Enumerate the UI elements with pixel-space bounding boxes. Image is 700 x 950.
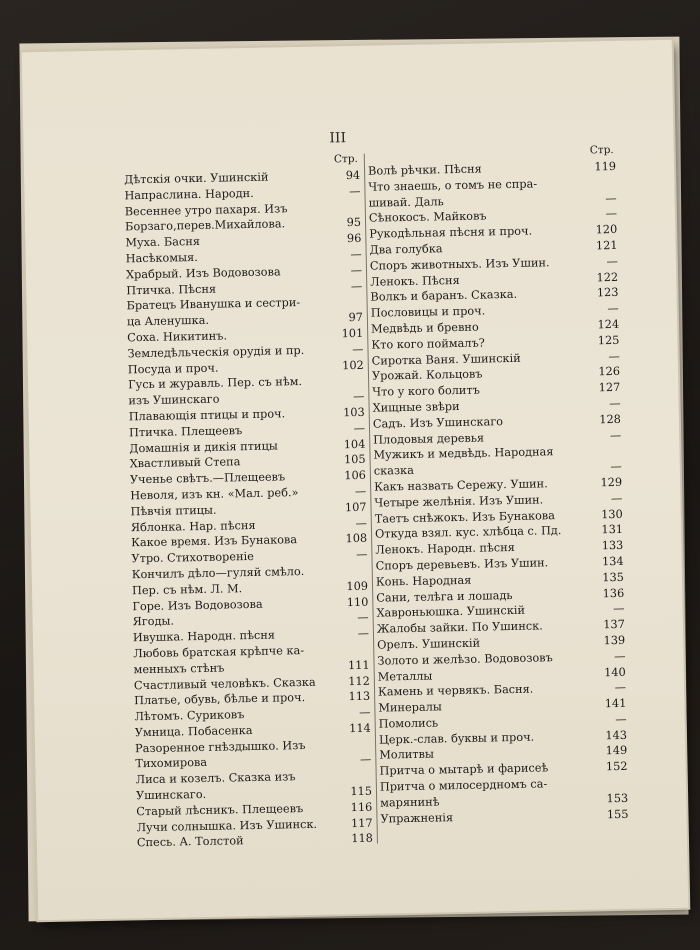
toc-entry-title: марянинѣ [380, 795, 440, 810]
toc-entry-title: Мужикъ и медвѣдь. Народная [373, 445, 554, 462]
toc-entry-title: Плодовыя деревья [373, 431, 485, 447]
toc-entry-title: Муха. Басня [125, 235, 201, 250]
toc-entry-page: 118 [351, 832, 374, 846]
toc-entry-page: — [609, 396, 621, 411]
left-toc-column [124, 150, 373, 852]
toc-entry-title: Тихомирова [135, 756, 208, 771]
toc-entry-page: 141 [604, 696, 627, 711]
toc-entry-title: Жалобы зайки. По Ушинск. [376, 619, 543, 636]
toc-entry-title: Камень и червякъ. Басня. [377, 682, 534, 699]
toc-entry-title: Сиротка Ваня. Ушинскій [371, 351, 521, 368]
toc-entry-page: 124 [597, 317, 620, 332]
toc-entry-title: Садъ. Изъ Ушинскаго [372, 414, 504, 431]
toc-entry-title: Напраслина. Народн. [124, 186, 254, 203]
toc-entry-page: 106 [344, 468, 367, 483]
toc-entry-page: 129 [600, 475, 623, 490]
toc-entry-page: — [353, 421, 366, 435]
toc-entry-page: — [359, 705, 371, 720]
toc-entry-title: Неволя, изъ кн. «Мал. реб.» [130, 486, 299, 503]
toc-entry-title: Минералы [378, 700, 442, 715]
toc-entry-page [340, 574, 368, 575]
toc-entry-title: Золото и желѣзо. Водовозовъ [377, 650, 553, 668]
toc-entry-title: Домашнія и дикія птицы [129, 439, 278, 455]
toc-entry-page [343, 747, 371, 748]
right-toc-column [368, 141, 629, 827]
toc-entry-title: Конь. Народная [375, 573, 472, 589]
toc-entry [137, 831, 373, 851]
toc-entry-title: менныхъ стѣнъ [133, 661, 225, 676]
toc-entry-page: 96 [346, 232, 362, 246]
toc-entry-page: — [357, 611, 369, 625]
toc-entry-page: 133 [601, 538, 624, 553]
toc-entry [380, 806, 628, 827]
toc-entry-title: Старый лѣсникъ. Плещеевъ [136, 801, 304, 819]
toc-entry-title: Помолись [378, 716, 439, 731]
toc-entry-title: Два голубка [369, 242, 443, 257]
toc-entry-page: 105 [343, 453, 366, 467]
toc-entry-title: Откуда взял. кус. хлѣбца с. Пд. [374, 524, 562, 541]
toc-entry-page: — [356, 547, 368, 562]
toc-entry-title: ца Аленушка. [126, 313, 210, 329]
toc-entry-page: — [359, 753, 372, 767]
toc-entry-page: 121 [595, 238, 618, 253]
toc-entry-page: 120 [595, 223, 618, 237]
toc-entry-title: Ленокъ. Народн. пѣсня [375, 541, 515, 557]
toc-entry-page: 108 [345, 532, 368, 546]
toc-entry-title: Умница. Побасенка [134, 723, 253, 740]
toc-entry-page [341, 653, 369, 654]
toc-entry-page: 139 [603, 633, 626, 648]
toc-entry-title: Споръ деревьевъ. Изъ Ушин. [375, 556, 549, 573]
toc-entry-page: 126 [598, 365, 621, 379]
toc-entry-page: 114 [349, 721, 371, 736]
toc-entry-page: 94 [345, 168, 361, 183]
toc-entry-page [333, 210, 361, 211]
toc-entry-title: Пословицы и проч. [370, 304, 486, 320]
toc-entry-page: — [350, 279, 363, 293]
toc-entry-title: Кто кого поймалъ? [371, 336, 485, 352]
toc-entry-title: Таетъ снѣжокъ. Изъ Бунакова [374, 508, 556, 526]
toc-entry-page: — [613, 602, 625, 616]
toc-entry-title: Упражненія [380, 810, 454, 826]
toc-entry-title: Лучи солнышка. Изъ Ушинск. [136, 817, 318, 834]
toc-entry-title: Волкъ и баранъ. Сказка. [370, 288, 518, 305]
toc-entry-title: Посуда и проч. [127, 361, 219, 376]
toc-entry-page: 104 [343, 437, 366, 451]
toc-entry-page: — [349, 184, 361, 198]
toc-entry-page: — [350, 263, 363, 277]
toc-entry-title: Ягоды. [132, 614, 175, 629]
toc-entry-title: Споръ животныхъ. Изъ Ушин. [369, 256, 550, 273]
toc-entry-title: Хищные звѣри [372, 399, 460, 415]
toc-entry-title: Кончилъ дѣло—гуляй смѣло. [131, 564, 305, 582]
toc-entry-page: 112 [348, 674, 370, 688]
toc-list-left [124, 168, 373, 852]
toc-entry-title: Разоренное гнѣздышко. Изъ [134, 738, 306, 755]
toc-entry-page: — [352, 342, 364, 356]
toc-entry-page: — [605, 191, 617, 205]
toc-entry-page: 111 [347, 658, 370, 672]
toc-entry-title: Хвастливый Степа [129, 455, 241, 471]
toc-entry-title: Ивушка. Народн. пѣсня [132, 628, 276, 645]
toc-entry-title: Ушинскаго. [135, 787, 207, 803]
toc-entry-page [335, 305, 363, 306]
toc-entry-title: шивай. Даль [368, 194, 444, 210]
toc-entry-page: 136 [602, 586, 625, 600]
toc-entry-page: 116 [350, 800, 373, 815]
book-page [22, 40, 689, 920]
toc-entry-page: 127 [598, 381, 621, 395]
toc-entry-page: 117 [350, 816, 373, 830]
toc-entry-title: Хавроньюшка. Ушинскій [376, 604, 526, 620]
toc-entry-page: 110 [346, 595, 369, 609]
toc-list-right [368, 159, 629, 827]
toc-entry-title: Какое время. Изъ Бунакова [131, 533, 298, 550]
toc-entry-page: 152 [605, 760, 628, 774]
toc-entry-title: Что у кого болитъ [372, 383, 480, 399]
toc-entry-title: Ученье свѣтъ.—Плещеевъ [129, 470, 286, 487]
toc-entry-page: — [615, 712, 627, 726]
toc-entry-page: 155 [606, 807, 629, 821]
toc-entry-page: — [608, 349, 620, 363]
toc-entry-title: Гусь и журавль. Пер. съ нѣм. [128, 375, 303, 392]
toc-entry-page: 122 [596, 270, 619, 284]
toc-entry-page: 137 [603, 617, 625, 632]
toc-entry-page [600, 786, 628, 787]
toc-entry-title: Горе. Изъ Водовозова [132, 597, 263, 613]
toc-entry-page: — [614, 649, 626, 663]
toc-entry-page: 119 [594, 159, 617, 174]
toc-entry-page: — [606, 254, 618, 268]
toc-entry-title: Пер. съ нѣм. Л. М. [131, 581, 243, 598]
toc-entry-title: Четыре желѣнія. Изъ Ушин. [374, 493, 544, 510]
toc-entry-title: Братецъ Иванушка и сестри- [126, 296, 301, 313]
toc-entry-title: Урожай. Кольцовъ [371, 367, 483, 384]
toc-entry-title: Соха. Никитинъ. [127, 329, 228, 345]
toc-entry-title: Весеннее утро пахаря. Изъ [124, 201, 288, 218]
toc-entry-page: 115 [350, 784, 373, 799]
toc-entry-page: 153 [606, 791, 629, 806]
toc-entry-page: — [355, 516, 367, 530]
toc-entry-page: 143 [605, 728, 628, 742]
toc-entry-title: Дѣтскія очки. Ушинскій [124, 170, 269, 187]
toc-entry-page: 103 [343, 405, 365, 420]
toc-entry-title: Притча о милосердномъ са- [379, 777, 548, 794]
toc-entry-page: — [610, 491, 623, 505]
toc-entry-page: 101 [341, 326, 364, 341]
toc-entry-title: Металлы [377, 669, 433, 684]
page-column-header: Стр. [333, 152, 358, 166]
toc-entry-title: Сѣнокосъ. Майковъ [368, 209, 487, 226]
toc-entry-page: 113 [348, 690, 371, 704]
toc-entry-title: Лиса и козелъ. Сказка изъ [135, 770, 296, 787]
toc-entry-title: Плавающія птицы и проч. [128, 407, 286, 424]
toc-entry-page: 135 [602, 570, 625, 584]
toc-entry-page: — [614, 681, 627, 695]
toc-entry-title: Ленокъ. Пѣсня [370, 273, 460, 289]
toc-entry-page [588, 186, 616, 187]
toc-entry-title: Борзаго,перев.Михайлова. [124, 217, 286, 234]
toc-entry-title: Что знаешь, о томъ не спра- [368, 177, 538, 194]
toc-entry-page: 97 [348, 310, 364, 325]
toc-entry-page: 123 [596, 286, 619, 300]
toc-entry-page: 107 [344, 500, 367, 514]
toc-entry-page: — [357, 626, 370, 641]
toc-entry-title: Спесь. А. Толстой [136, 834, 244, 850]
toc-entry-page: 128 [599, 412, 622, 427]
toc-entry-title: Птичка. Пѣсня [126, 282, 217, 297]
toc-entry-title: Пѣвчія птицы. [130, 503, 217, 519]
toc-entry-page: 130 [601, 507, 623, 521]
toc-entry-title: изъ Ушинскаго [128, 392, 220, 408]
toc-entry-page: 102 [342, 358, 364, 372]
toc-entry-page: 125 [597, 333, 620, 348]
toc-entry-page: — [352, 389, 365, 404]
toc-entry-page: — [354, 484, 367, 498]
toc-entry-title: Волѣ рѣчки. Пѣсня [367, 162, 482, 178]
page-number: III [329, 130, 347, 147]
toc-entry-page: 134 [601, 554, 624, 569]
toc-entry-page: 95 [346, 216, 362, 230]
toc-entry-title: Сани, телѣга и лошадь [376, 588, 513, 605]
toc-entry-title: Яблонка. Нар. пѣсня [130, 518, 256, 534]
toc-entry-page: — [350, 247, 362, 262]
toc-entry-page [336, 384, 364, 385]
toc-entry-page [344, 779, 372, 780]
toc-entry-title: Какъ назвать Сережу. Ушин. [374, 477, 548, 494]
toc-entry-title: Утро. Стихотвореніе [131, 550, 254, 566]
toc-entry-page: — [607, 302, 619, 316]
toc-entry-title: Земледѣльческія орудія и пр. [127, 343, 305, 361]
page-column-header: Стр. [589, 143, 614, 157]
toc-entry-title: Рукодѣльная пѣсня и проч. [369, 224, 533, 241]
toc-entry-title: Храбрый. Изъ Водовозова [125, 265, 281, 282]
toc-entry-page: 131 [601, 523, 624, 537]
toc-entry-page: — [610, 460, 622, 474]
toc-entry-title: Молитвы [379, 748, 435, 763]
toc-entry-title: Птичка. Плещеевъ [128, 423, 243, 440]
toc-entry-title: Лѣтомъ. Суриковъ [134, 708, 245, 724]
toc-entry-title: сказка [373, 464, 415, 478]
toc-entry-title: Орелъ. Ушинскій [377, 636, 481, 652]
toc-entry-title: Любовь братская крѣпче ка- [133, 643, 305, 661]
toc-entry-page: 140 [604, 665, 626, 679]
toc-entry-page: — [609, 428, 622, 442]
toc-entry-title: Насѣкомыя. [125, 250, 198, 266]
toc-entry-page: 149 [605, 744, 628, 758]
toc-entry-page: — [605, 207, 618, 221]
toc-entry-page [594, 454, 622, 455]
toc-entry-title: Медвѣдь и бревно [370, 320, 479, 336]
toc-entry-title: Церк.-слав. буквы и проч. [378, 730, 535, 747]
toc-entry-title: Притча о мытарѣ и фарисеѣ [379, 761, 549, 778]
toc-entry-title: Платье, обувь, бѣлье и проч. [134, 691, 306, 708]
toc-entry-title: Счастливый человѣкъ. Сказка [133, 675, 316, 692]
toc-entry-page: 109 [346, 579, 369, 593]
